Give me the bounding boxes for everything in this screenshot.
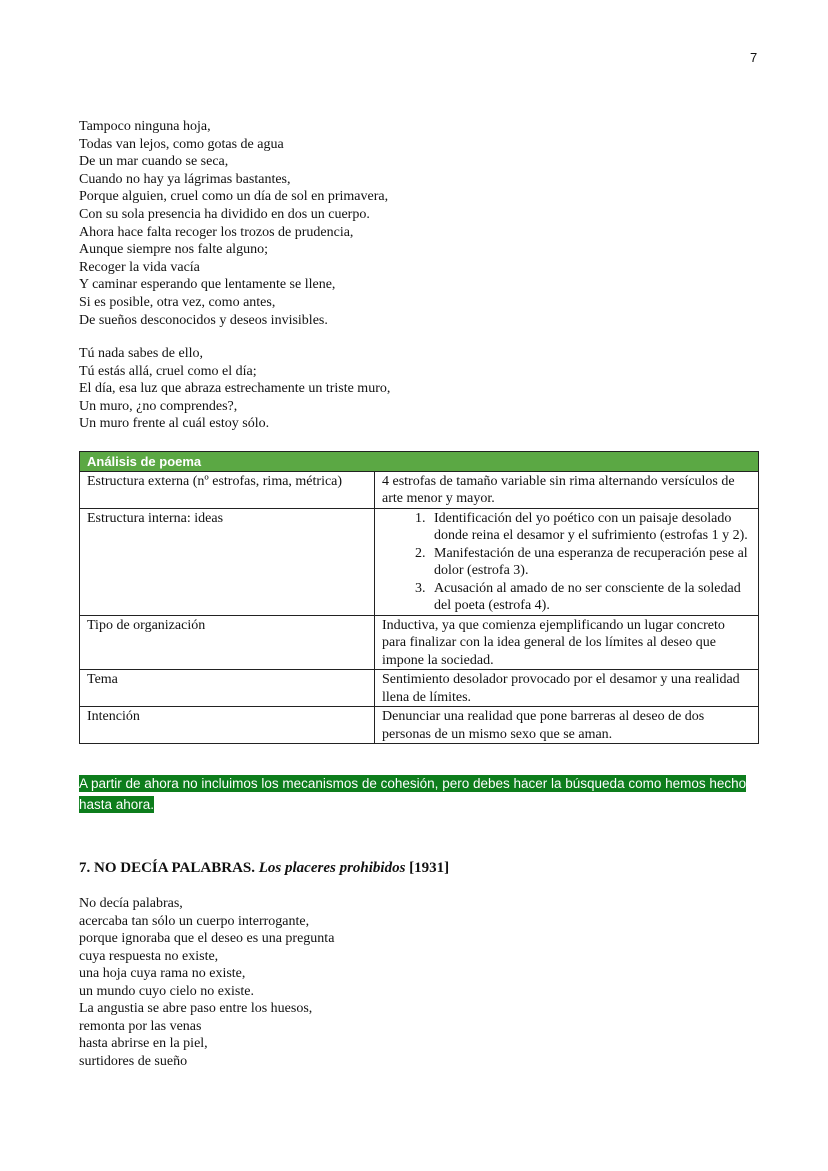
table-title: Análisis de poema <box>80 452 759 472</box>
poem-line: cuya respuesta no existe, <box>79 948 219 964</box>
ideas-list <box>382 510 752 615</box>
list-item: 2. Manifestación de una esperanza de recuperación pese al dolor (estrofa 3). <box>429 545 752 580</box>
poem-line: Cuando no hay ya lágrimas bastantes, <box>79 171 291 187</box>
poem-line: El día, esa luz que abraza estrechamente un triste muro, <box>79 381 391 397</box>
poem-line: Recoger la vida vacía <box>79 259 200 275</box>
poem-line: No decía palabras, <box>79 896 183 911</box>
table-row <box>80 670 759 707</box>
poem-line: remonta por las venas <box>79 1018 202 1034</box>
poem-line: Aunque siempre nos falte alguno; <box>79 242 268 258</box>
table-row <box>80 508 759 615</box>
row-label: Tema <box>80 670 375 707</box>
list-item: 1. Identificación del yo poético con un paisaje desolado donde reina el desamor y el sufrimiento (estrofas 1 y 2). <box>429 510 752 545</box>
table-row <box>80 471 759 508</box>
poem-line: Y caminar esperando que lentamente se llene, <box>79 277 336 293</box>
poem-line: Con su sola presencia ha dividido en dos un cuerpo. <box>79 206 370 222</box>
poem-line: Si es posible, otra vez, como antes, <box>79 294 276 310</box>
poem-7-text <box>79 895 334 1070</box>
table-row <box>80 707 759 744</box>
page-number: 7 <box>750 50 758 65</box>
poem-line: Un muro, ¿no comprendes?, <box>79 398 238 414</box>
row-label: Estructura interna: ideas <box>80 508 375 615</box>
poem-line: surtidores de sueño <box>79 1053 188 1069</box>
row-value: Sentimiento desolador provocado por el desamor y una realidad llena de límites. <box>375 670 759 707</box>
note-text: A partir de ahora no incluimos los mecanismos de cohesión, pero debes hacer la búsqueda como hemos hecho hasta ahora. <box>79 776 747 812</box>
poem-stanza-1 <box>79 118 388 329</box>
poem-line: Todas van lejos, como gotas de agua <box>79 136 284 152</box>
poem-stanza-2 <box>79 345 390 433</box>
poem-line: Un muro frente al cuál estoy sólo. <box>79 416 270 432</box>
poem-line: Tú estás allá, cruel como el día; <box>79 363 257 379</box>
highlighted-note <box>79 773 749 815</box>
book-title: Los placeres prohibidos <box>258 860 406 876</box>
poem-line: hasta abrirse en la piel, <box>79 1036 208 1051</box>
poem-line: porque ignoraba que el deseo es una pregunta <box>79 931 335 946</box>
row-label: Tipo de organización <box>80 615 375 670</box>
poem-line: una hoja cuya rama no existe, <box>79 966 246 981</box>
row-value: Denunciar una realidad que pone barreras al deseo de dos personas de un mismo sexo que se aman. <box>375 707 759 744</box>
row-value: 4 estrofas de tamaño variable sin rima alternando versículos de arte menor y mayor. <box>375 471 759 508</box>
poem-line: De sueños desconocidos y deseos invisibles. <box>79 312 328 328</box>
book-year: [1931] <box>409 860 450 876</box>
section-title: 7. NO DECÍA PALABRAS. <box>79 860 255 876</box>
poem-line: un mundo cuyo cielo no existe. <box>79 983 254 999</box>
poem-line: Ahora hace falta recoger los trozos de prudencia, <box>79 224 354 240</box>
poem-line: Tampoco ninguna hoja, <box>79 119 211 134</box>
poem-line: De un mar cuando se seca, <box>79 154 229 170</box>
poem-line: Porque alguien, cruel como un día de sol en primavera, <box>79 189 389 205</box>
poem-analysis-table <box>79 451 759 744</box>
list-item: 3. Acusación al amado de no ser consciente de la soledad del poeta (estrofa 4). <box>429 580 752 615</box>
table-header-row <box>80 452 759 472</box>
poem-line: Tú nada sabes de ello, <box>79 346 204 361</box>
table-row <box>80 615 759 670</box>
poem-line: acercaba tan sólo un cuerpo interrogante, <box>79 913 310 929</box>
row-value: Inductiva, ya que comienza ejemplificando un lugar concreto para finalizar con la idea general de los límites al deseo que impone la sociedad. <box>375 615 759 670</box>
row-label: Intención <box>80 707 375 744</box>
poem-line: La angustia se abre paso entre los huesos, <box>79 1001 313 1016</box>
row-label: Estructura externa (nº estrofas, rima, métrica) <box>80 471 375 508</box>
section-heading <box>79 860 449 877</box>
row-value <box>375 508 759 615</box>
